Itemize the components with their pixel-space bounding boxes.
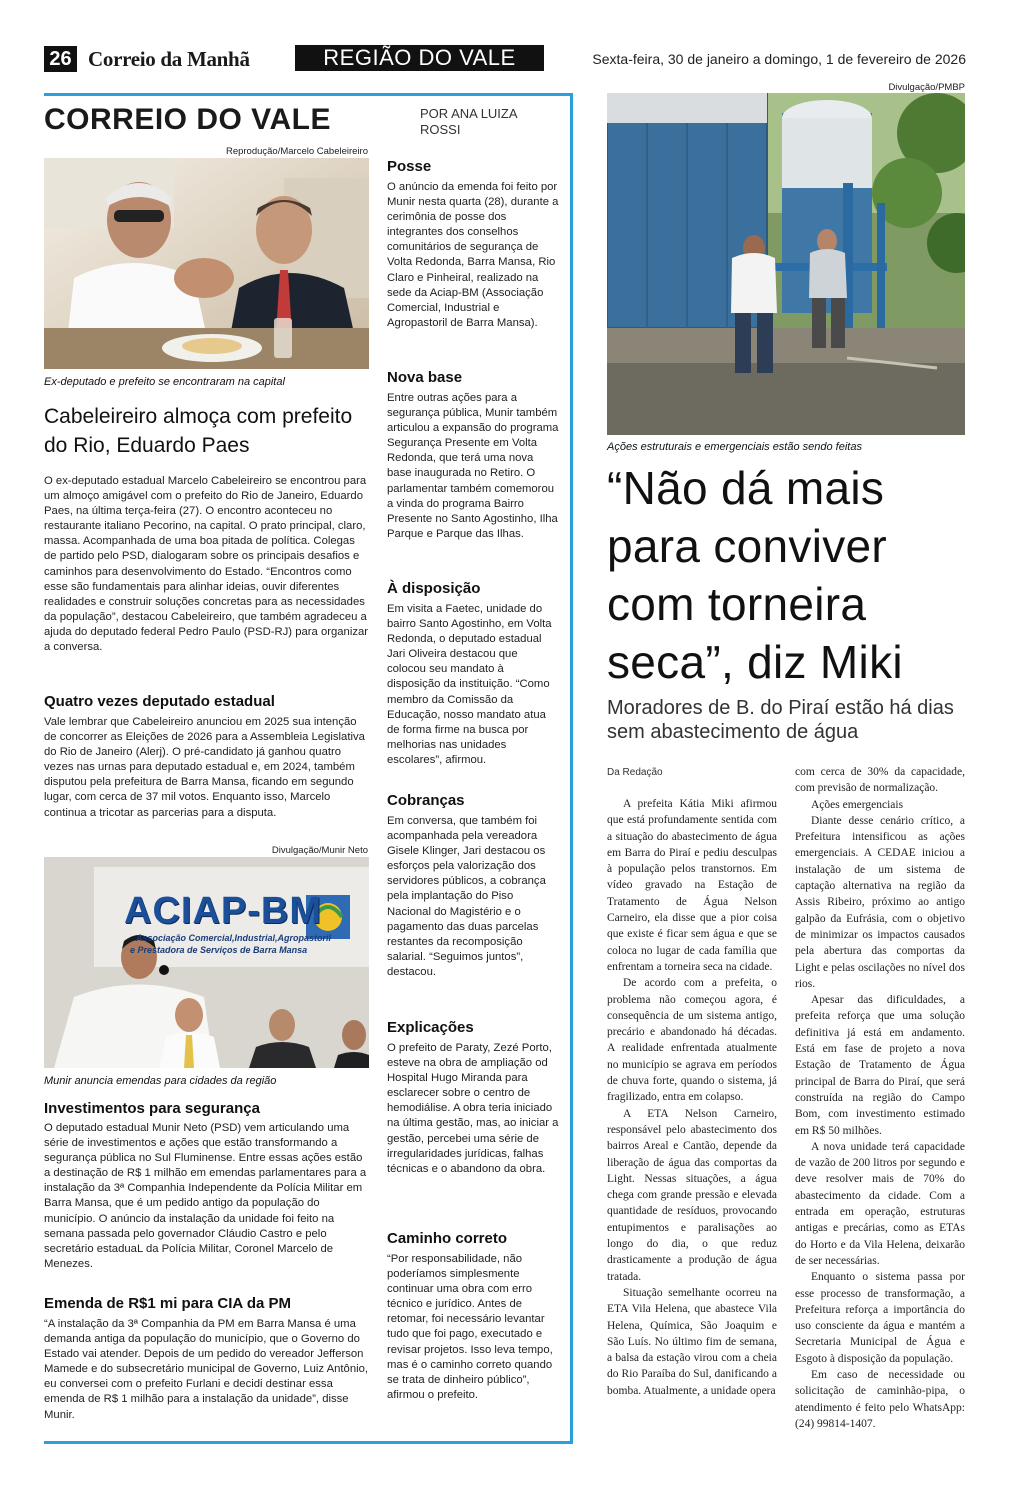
- main-headline: “Não dá mais para conviver com torneira seca”, diz Miki: [607, 462, 903, 688]
- main-col1-para: A prefeita Kátia Miki afirmou que está profundamente sentida com a situação do abastecimento de água em Barra do Piraí e pediu desculpas à população pelos transtornos. Em vídeo gravado na Estação de Tratamento de Água Nelson Carneiro, ela disse que a pior coisa que existe é ficar sem água e que se coloca no lugar de cada família que enfrentam a torneira seca na cidade.: [607, 798, 777, 973]
- mid-subhead-posse: Posse: [387, 158, 432, 175]
- mid-body-explicacoes: O prefeito de Paraty, Zezé Porto, esteve na obra de ampliação od Hospital Hugo Miranda para esclarecer sobre o centro de hemodiálise. A obra teria iniciado na última gestão, mas, ao iniciar a gestão, percebei uma série de irregularidades jurídicas, falhas técnicas e o abandono da obra.: [387, 1042, 559, 1175]
- main-col2-para: Em caso de necessidade ou solicitação de caminhão-pipa, o atendimento é feito pelo WhatsApp: (24) 99814-1407.: [795, 1368, 965, 1430]
- main-author: Da Redação: [607, 767, 663, 778]
- mid-body-cobrancas: Em conversa, que também foi acompanhada pela vereadora Gisele Klinger, Jari destacou os esforços pela valorização dos servidores públicos, a cobrança pela implantação do Piso Nacional do Magistério e o pagamento das duas parcelas restantes da recomposição salarial. “Seguimos juntos”, destacou.: [387, 815, 546, 978]
- column-frame-right: [570, 93, 573, 1444]
- main-col1-para: Situação semelhante ocorreu na ETA Vila Helena, que abastece Vila Helena, Química, São Joaquim e São Luís. No último fim de semana, a balsa da estação virou com a cheia do Rio Paraíba do Sul, danificando a bomba. Atualmente, a unidade opera: [607, 1286, 777, 1397]
- main-body-col2: [795, 764, 965, 1432]
- issue-date: Sexta-feira, 30 de janeiro a domingo, 1 de fevereiro de 2026: [592, 51, 966, 67]
- photo-lunch-illustration: [44, 158, 369, 369]
- main-photo-caption: Ações estruturais e emergenciais estão sendo feitas: [607, 441, 862, 453]
- masthead: [44, 46, 966, 72]
- mid-body-caminho: “Por responsabilidade, não poderíamos simplesmente continuar uma obra com erro técnico e jurídico. Antes de retomar, foi necessário levantar tudo que foi pago, executado e revisar projetos. Isso leva tempo, mas é o caminho correto quando se trata de dinheiro público”, afirmou o prefeito.: [387, 1253, 553, 1401]
- column-byline: POR ANA LUIZA ROSSI: [420, 106, 517, 137]
- story2-body2: “A instalação da 3ª Companhia da PM em Barra Mansa é uma demanda antiga da população do município, que o Governo do Estado vai atender. Depois de um pedido do vereador Jefferson Mamede e do subsecretário municipal de Governo, Luiz Antônio, eu conversei com o prefeito Furlani e decidi destinar essa emenda de R$ 1 milhão para a instalação da unidade”, disse Munir.: [44, 1318, 369, 1421]
- photo-water-tanks: [607, 93, 965, 435]
- story1-subhead: Quatro vezes deputado estadual: [44, 693, 275, 710]
- story2-subhead: Investimentos para segurança: [44, 1100, 260, 1117]
- mid-subhead-disposicao: À disposição: [387, 580, 481, 597]
- photo-tanks-illustration: [607, 93, 965, 435]
- main-body-col1: [607, 796, 777, 1399]
- main-col2-para: A nova unidade terá capacidade de vazão de 200 litros por segundo e deve resolver mais de 70% do abastecimento da cidade. Com a entrada em operação, estruturas antigas e precárias, como as ETAs do Horto e da Vila Helena, deixarão de ser necessárias.: [795, 1140, 965, 1267]
- main-col1-para: De acordo com a prefeita, o problema não começou agora, é consequência de um sistema antigo, precário e abandonado há décadas. A realidade enfrentada atualmente no município se agrava em períodos de chuva forte, quando o sistema, já fragilizado, entra em colapso.: [607, 977, 777, 1104]
- photo1-caption: Ex-deputado e prefeito se encontraram na capital: [44, 376, 285, 388]
- photo1-credit: Reprodução/Marcelo Cabeleireiro: [225, 146, 368, 157]
- story1-body: O ex-deputado estadual Marcelo Cabeleireiro se encontrou para um almoço amigável com o prefeito do Rio de Janeiro, Eduardo Paes, na última terça-feira (27). O encontro aconteceu no restaurante italiano Pecorino, na capital. O prato principal, claro, massa. Acompanhada de uma boa pitada de política. Colegas de partido pelo PSD, dialogaram sobre os principais desafios e caminhos para desenvolvimento do Estado. “Encontros como esse são fundamentais para alinhar ideias, ouvir diferentes realidades e construir soluções concretas para as necessidades da população”, destacou Cabeleireiro, que também agradeceu a ajuda do deputado federal Pedro Paulo (PSD-RJ) para organizar a conversa.: [44, 475, 369, 654]
- main-col2-para: Apesar das dificuldades, a prefeita reforça que uma solução definitiva já está em andamento. Está em fase de projeto a nova Estação de Tratamento de Água principal de Barra do Piraí, que será construída na região do Campo Bom, com investimento estimado em R$ 50 milhões.: [795, 994, 965, 1137]
- mid-body-disposicao: Em visita a Faetec, unidade do bairro Santo Agostinho, em Volta Redonda, o deputado estadual Jari Oliveira destacou que colocou seu mandato à disposição da instituição. “Como membro da Comissão da Educação, nosso mandato atua de forma firme na busca por melhorias nas unidades escolares”, afirmou.: [387, 603, 552, 766]
- main-col2-subhead: Ações emergenciais: [811, 798, 904, 811]
- photo2-caption: Munir anuncia emendas para cidades da região: [44, 1075, 277, 1087]
- mid-body-nova-base: Entre outras ações para a segurança pública, Munir também articulou a expansão do programa Segurança Presente em Volta Redonda, que terá uma nova base inaugurada no Retiro. O parlamentar também comemorou a vinda do programa Bairro Presente no Santo Agostinho, Ilha Parque e Parque das Ilhas.: [387, 392, 559, 540]
- mid-body-posse: O anúncio da emenda foi feito por Munir nesta quarta (28), durante a cerimônia de posse dos integrantes dos conselhos comunitários de segurança de Volta Redonda, Barra Mansa, Rio Claro e Pinheiral, realizado na sede da Aciap-BM (Associação Comercial, Industrial e Agropastoril de Barra Mansa).: [387, 181, 559, 329]
- mid-subhead-cobrancas: Cobranças: [387, 792, 465, 809]
- mid-subhead-explicacoes: Explicações: [387, 1019, 474, 1036]
- main-deck: Moradores de B. do Piraí estão há dias sem abastecimento de água: [607, 697, 954, 743]
- section-tag: REGIÃO DO VALE: [295, 45, 544, 71]
- photo-lunch-meeting: [44, 158, 369, 369]
- story1-headline: Cabeleireiro almoça com prefeito do Rio, Eduardo Paes: [44, 405, 353, 457]
- main-col2-para: Diante desse cenário crítico, a Prefeitura intensificou as ações emergenciais. A CEDAE iniciou a instalação de um sistema de captação alternativa na região da Assis Ribeiro, próximo ao antigo galpão da Eufrásia, com o objetivo de minimizar os impactos causados pela abertura das comportas da Light e pelas oscilações no nível dos rios.: [795, 814, 965, 990]
- photo2-sign-main: ACIAP-BM: [124, 890, 322, 932]
- main-col2-para: Enquanto o sistema passa por esse processo de transformação, a Prefeitura reforça a importância do uso consciente da água e mantém a Secretaria Municipal de Água e Esgoto à disposição da população.: [795, 1271, 965, 1365]
- column-title: CORREIO DO VALE: [44, 103, 331, 136]
- photo2-sign-sub1: Associação Comercial,Industrial,Agropastoril: [136, 933, 332, 943]
- photo2-credit: Divulgação/Munir Neto: [271, 845, 368, 856]
- mid-subhead-caminho: Caminho correto: [387, 1230, 508, 1247]
- story2-subhead2: Emenda de R$1 mi para CIA da PM: [44, 1295, 292, 1312]
- page-number: 26: [44, 46, 77, 72]
- main-col2-lead: com cerca de 30% da capacidade, com previsão de normalização.: [795, 766, 965, 795]
- column-frame-top: [44, 93, 573, 96]
- photo-aciap-event: [44, 857, 369, 1068]
- story2-body: O deputado estadual Munir Neto (PSD) vem articulando uma série de investimentos e ações que estão transformando a segurança pública no Sul Fluminense. Entre essas ações estão a destinação de R$ 1 milhão em emendas parlamentares para a instalação da 3ª Companhia Independente da Polícia Militar em Barra Mansa, que é um pedido antigo da população do município. O anúncio da instalação da unidade foi feito na semana passada pelo governador Cláudio Castro e pelo secretário estaduaL da Polícia Militar, Coronel Marcelo de Menezes.: [44, 1122, 367, 1270]
- main-col1-para: A ETA Nelson Carneiro, responsável pelo abastecimento dos bairros Areal e Cantão, depende da liberação de água das comportas da Light. Nessas situações, a água chega com grande pressão e elevada quantidade de resíduos, provocando entupimentos e paralisações ao longo do dia, o que reduz drasticamente a produção de água tratada.: [607, 1107, 777, 1283]
- main-photo-credit: Divulgação/PMBP: [888, 82, 965, 93]
- mid-subhead-nova-base: Nova base: [387, 369, 463, 386]
- newspaper-name: Correio da Manhã: [88, 47, 250, 71]
- story1-body2: Vale lembrar que Cabeleireiro anunciou em 2025 sua intenção de concorrer as Eleições de 2026 para a Assembleia Legislativa do Rio de Janeiro (Alerj). O pré-candidato já ganhou quatro vezes nas urnas para deputado estadual e, em 2024, também disputou pela prefeitura de Barra Mansa, ficando em segundo lugar, com cerca de 37 mil votos. Enquanto isso, Marcelo continua a tricotar as parcerias para a disputa.: [44, 716, 365, 819]
- photo2-sign-sub2: e Prestadora de Serviços de Barra Mansa: [130, 945, 308, 955]
- photo-event-illustration: [44, 857, 369, 1068]
- column-frame-bottom: [44, 1441, 573, 1444]
